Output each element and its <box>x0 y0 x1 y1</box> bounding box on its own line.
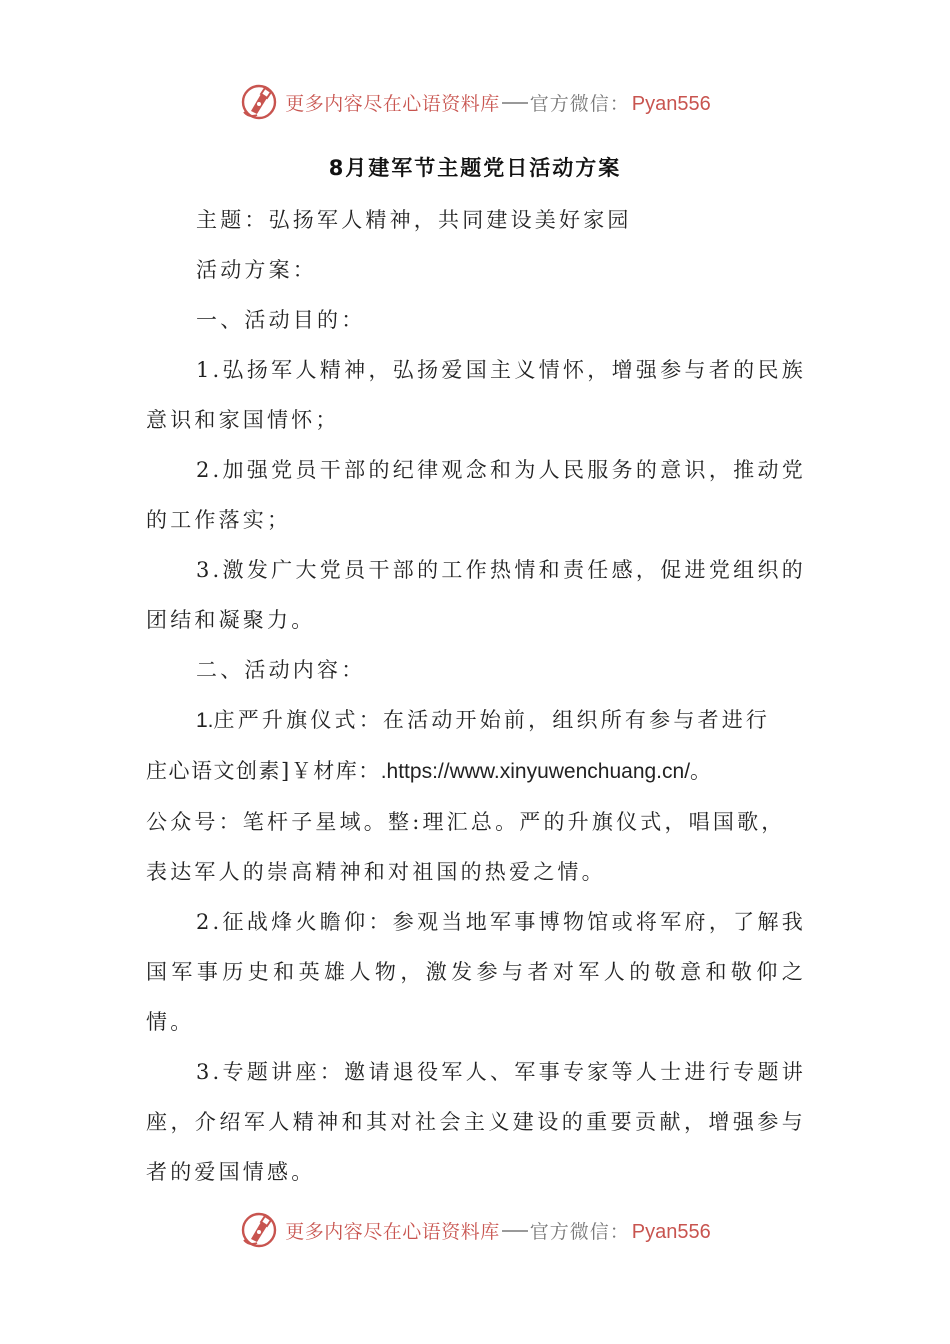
content-item-1-line-3: 公众号：笔杆子星域。整:理汇总。严的升旗仪式，唱国歌， <box>146 810 786 834</box>
content-item-1-line-1 <box>146 695 806 746</box>
purpose-item-1: 1.弘扬军人精神，弘扬爱国主义情怀，增强参与者的民族意识和家国情怀； <box>146 358 806 432</box>
footer-banner <box>0 1208 950 1252</box>
banner-wechat-id: Pyan556 <box>631 92 711 115</box>
section-1-heading: 一、活动目的： <box>196 308 366 332</box>
document-title: 8月建军节主题党日活动方案 <box>328 156 622 180</box>
plan-heading: 活动方案： <box>196 258 317 282</box>
document-body <box>146 195 806 1197</box>
content-item-3: 3.专题讲座：邀请退役军人、军事专家等人士进行专题讲座，介绍军人精神和其对社会主义建设的重要贡献，增强参与者的爱国情感。 <box>146 1060 806 1184</box>
section-2-heading: 二、活动内容： <box>196 658 366 682</box>
banner-dash <box>502 1230 528 1232</box>
content-item-1-prefix: 庄心语文创素]￥材库： <box>146 759 381 783</box>
purpose-item-2: 2.加强党员干部的纪律观念和为人民服务的意识，推动党的工作落实； <box>146 458 806 532</box>
content-item-2: 2.征战烽火瞻仰：参观当地军事博物馆或将军府，了解我国军事历史和英雄人物，激发参与者对军人的敬意和敬仰之情。 <box>146 910 806 1034</box>
content-item-1-line-4: 表达军人的崇高精神和对祖国的热爱之情。 <box>146 860 606 884</box>
content-item-1-text: 庄严升旗仪式：在活动开始前，组织所有参与者进行 <box>213 708 771 732</box>
banner-slogan: 更多内容尽在心语资料库 <box>285 1220 500 1243</box>
banner-wechat-label: 官方微信： <box>529 1220 630 1243</box>
content-item-1-line-2 <box>146 746 806 797</box>
header-banner <box>0 80 950 124</box>
banner-wechat-label: 官方微信： <box>529 92 630 115</box>
theme-line: 主题：弘扬军人精神，共同建设美好家园 <box>196 208 632 232</box>
pen-nib-logo-icon <box>239 1210 279 1250</box>
pen-nib-logo-icon <box>239 82 279 122</box>
banner-wechat-id: Pyan556 <box>631 1220 711 1243</box>
banner-dash <box>502 102 528 104</box>
content-item-1-number: 1. <box>196 709 214 732</box>
content-item-1-url: .https://www.xinyuwenchuang.cn/ <box>380 760 691 783</box>
content-item-1-suffix: 。 <box>690 759 713 783</box>
banner-slogan: 更多内容尽在心语资料库 <box>285 92 500 115</box>
purpose-item-3: 3.激发广大党员干部的工作热情和责任感，促进党组织的团结和凝聚力。 <box>146 558 806 632</box>
